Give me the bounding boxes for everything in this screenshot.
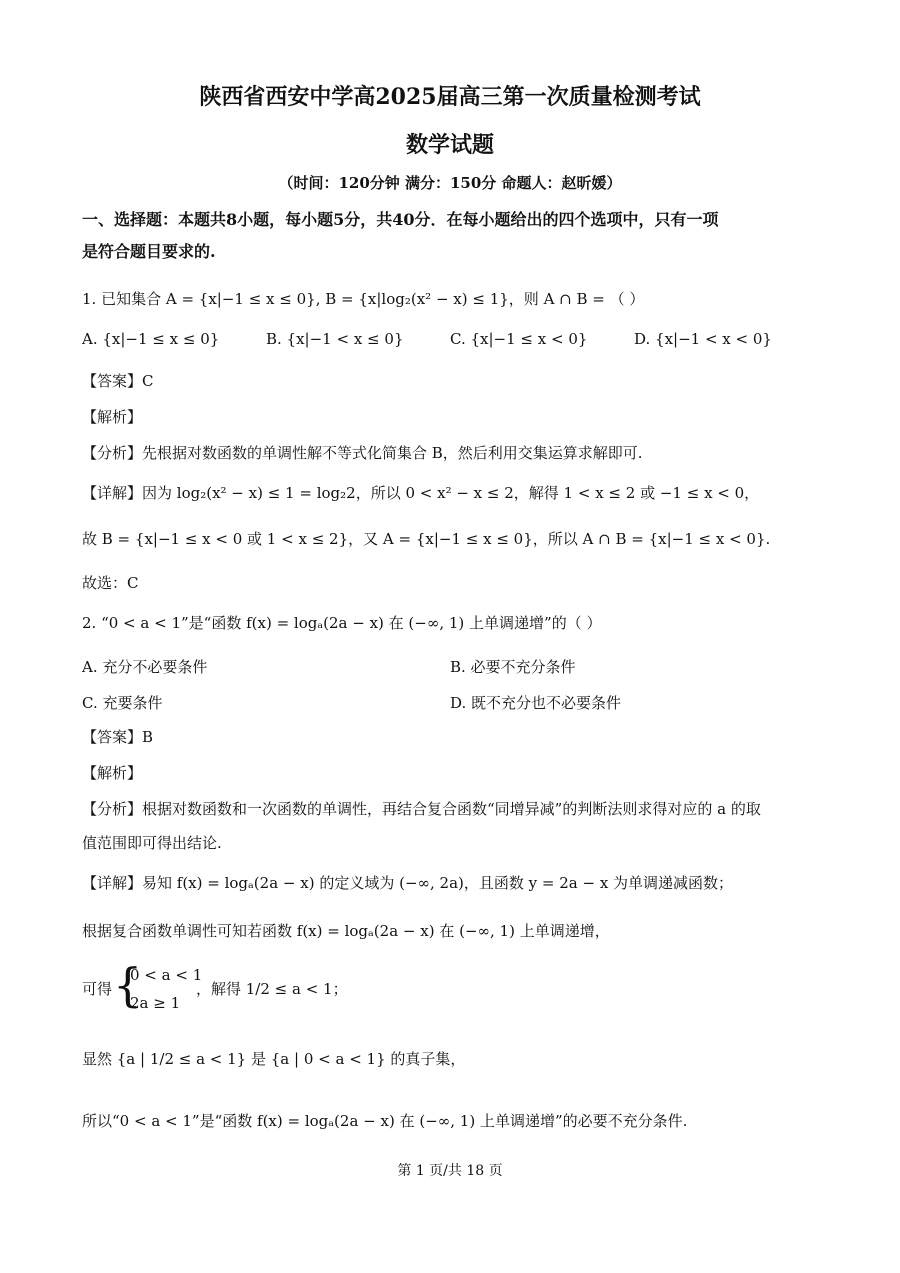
q2-detail-2: 根据复合函数单调性可知若函数 f(x) = logₐ(2a − x) 在 (−∞, 1) 上单调递增， bbox=[82, 922, 610, 940]
q2-detail-1: 【详解】易知 f(x) = logₐ(2a − x) 的定义域为 (−∞, 2a)，且函数 y = 2a − x 为单调递减函数； bbox=[82, 874, 734, 892]
q2-option-a: A. 充分不必要条件 bbox=[82, 658, 208, 676]
q2-jiexi: 【解析】 bbox=[82, 764, 143, 782]
q1-option-c: C. {x|−1 ≤ x < 0} bbox=[450, 330, 588, 348]
q2-subset: 显然 {a | 1/2 ≤ a < 1} 是 {a | 0 < a < 1} 的真子集， bbox=[82, 1050, 466, 1068]
q2-stem: 2. “0 < a < 1”是“函数 f(x) = logₐ(2a − x) 在 (−∞, 1) 上单调递增”的（ ） bbox=[82, 614, 602, 632]
brace-icon: { bbox=[113, 958, 143, 1012]
q2-system-result: ，解得 1/2 ≤ a < 1； bbox=[196, 980, 348, 998]
document-subtitle: 数学试题 bbox=[405, 132, 494, 158]
q1-option-a: A. {x|−1 ≤ x ≤ 0} bbox=[82, 330, 220, 348]
q1-choice: 故选：C bbox=[82, 574, 139, 592]
q2-analysis-2: 值范围即可得出结论. bbox=[82, 834, 222, 852]
q1-answer: 【答案】C bbox=[82, 372, 154, 390]
exam-meta: （时间：120分钟 满分：150分 命题人：赵昕媛） bbox=[278, 174, 622, 192]
q1-stem: 1. 已知集合 A = {x|−1 ≤ x ≤ 0}, B = {x|log₂(x² − x) ≤ 1}，则 A ∩ B = （ ） bbox=[82, 290, 645, 308]
section-header-line2: 是符合题目要求的. bbox=[82, 242, 216, 261]
q1-detail-2: 故 B = {x|−1 ≤ x < 0 或 1 < x ≤ 2}，又 A = {x|−1 ≤ x ≤ 0}，所以 A ∩ B = {x|−1 ≤ x < 0}. bbox=[82, 530, 771, 548]
q2-option-c: C. 充要条件 bbox=[82, 694, 163, 712]
q2-option-d: D. 既不充分也不必要条件 bbox=[450, 694, 622, 712]
q1-option-b: B. {x|−1 < x ≤ 0} bbox=[266, 330, 404, 348]
q2-conclusion: 所以“0 < a < 1”是“函数 f(x) = logₐ(2a − x) 在 (−∞, 1) 上单调递增”的必要不充分条件. bbox=[82, 1112, 688, 1130]
section-header-line1: 一、选择题：本题共8小题，每小题5分，共40分．在每小题给出的四个选项中，只有一项 bbox=[82, 210, 719, 229]
q2-analysis-1: 【分析】根据对数函数和一次函数的单调性，再结合复合函数“同增异减”的判断法则求得对应的 a 的取 bbox=[82, 800, 761, 818]
q1-detail-1: 【详解】因为 log₂(x² − x) ≤ 1 = log₂2，所以 0 < x² − x ≤ 2，解得 1 < x ≤ 2 或 −1 ≤ x < 0， bbox=[82, 484, 760, 502]
q2-option-b: B. 必要不充分条件 bbox=[450, 658, 576, 676]
q2-system-line2: 2a ≥ 1 bbox=[130, 994, 181, 1012]
document-title: 陕西省西安中学高2025届高三第一次质量检测考试 bbox=[199, 84, 701, 110]
q1-jiexi: 【解析】 bbox=[82, 408, 143, 426]
q1-option-d: D. {x|−1 < x < 0} bbox=[634, 330, 772, 348]
q2-answer: 【答案】B bbox=[82, 728, 154, 746]
q2-system-line1: 0 < a < 1 bbox=[130, 966, 203, 984]
q2-system-prefix: 可得 bbox=[82, 980, 113, 998]
q1-analysis: 【分析】先根据对数函数的单调性解不等式化简集合 B，然后利用交集运算求解即可. bbox=[82, 444, 643, 462]
page-footer: 第 1 页/共 18 页 bbox=[397, 1163, 503, 1179]
